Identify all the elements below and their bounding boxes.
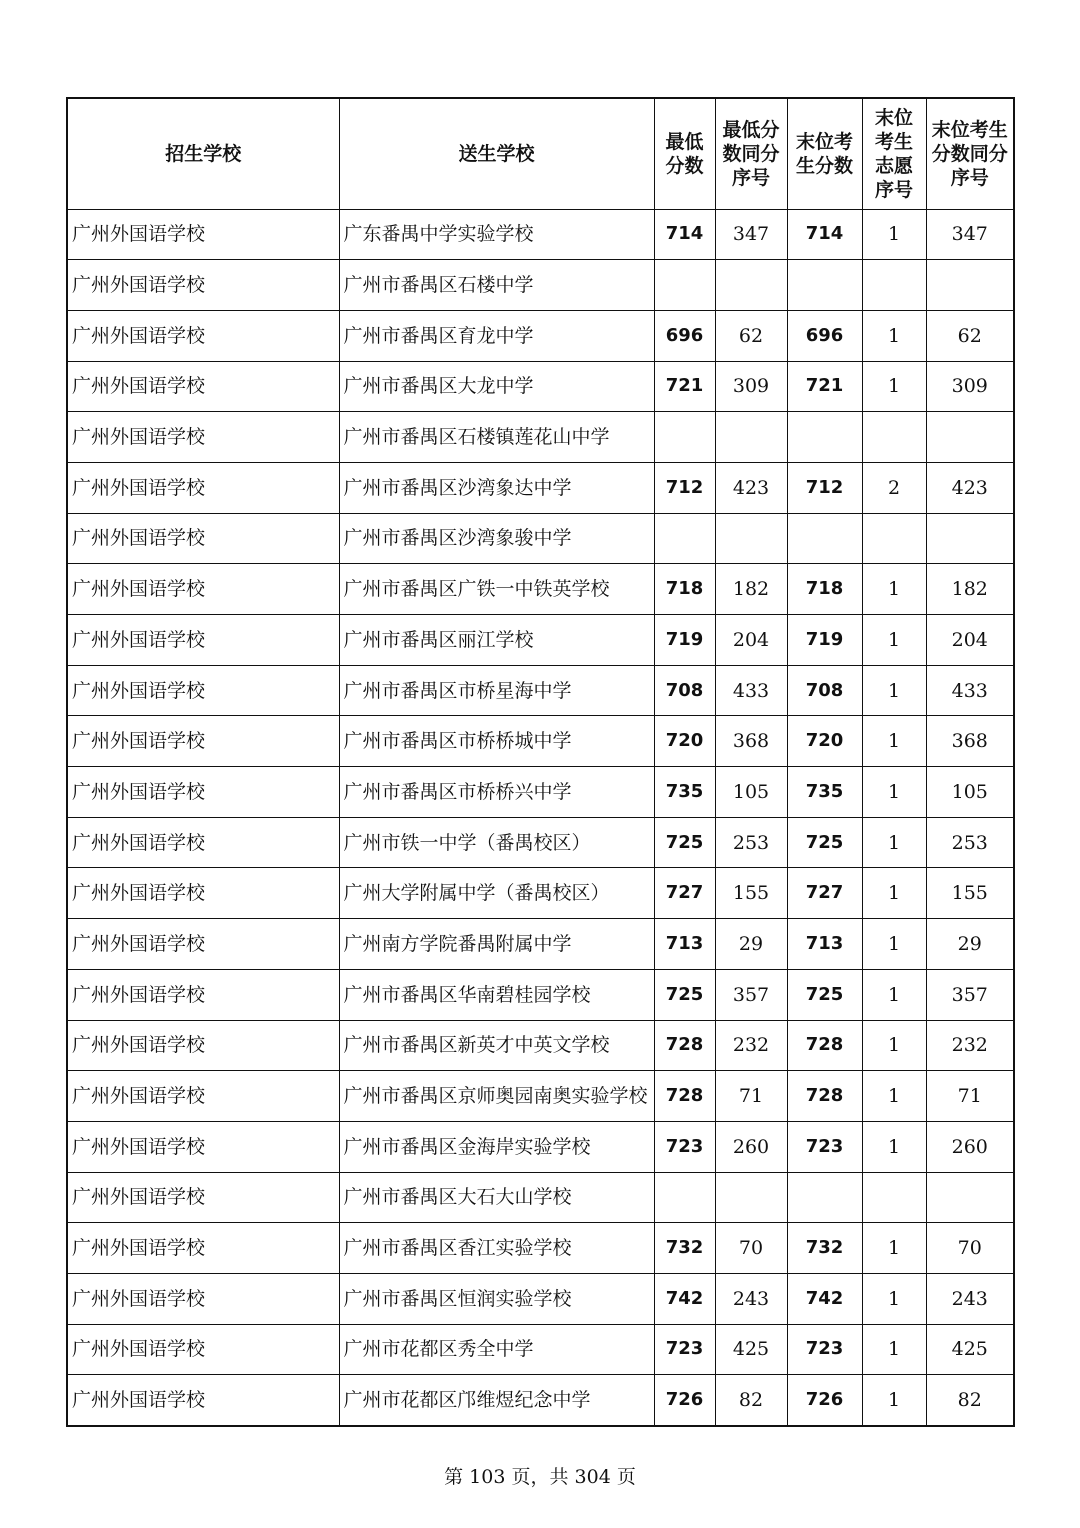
last-student-score-cell: 725 (787, 969, 862, 1020)
header-line: 末位考生 (931, 118, 1008, 141)
min-score-cell: 720 (654, 716, 715, 767)
last-student-tie-rank-cell: 433 (926, 665, 1014, 716)
table-header (67, 98, 1014, 209)
last-student-score-cell: 712 (787, 462, 862, 513)
min-score-cell: 718 (654, 564, 715, 615)
last-student-score-cell: 708 (787, 665, 862, 716)
header-min-score-tie-rank (715, 98, 787, 209)
min-score-tie-rank-cell (715, 513, 787, 564)
last-student-tie-rank-cell: 357 (926, 969, 1014, 1020)
sending-school-cell: 广州市番禺区丽江学校 (339, 615, 654, 666)
last-student-choice-rank-cell: 1 (862, 1020, 926, 1071)
sending-school-cell: 广州市番禺区石楼镇莲花山中学 (339, 412, 654, 463)
last-student-choice-rank-cell: 1 (862, 868, 926, 919)
min-score-tie-rank-cell: 71 (715, 1071, 787, 1122)
min-score-tie-rank-cell (715, 260, 787, 311)
min-score-cell: 721 (654, 361, 715, 412)
last-student-tie-rank-cell (926, 260, 1014, 311)
enrolling-school-cell: 广州外国语学校 (67, 665, 339, 716)
min-score-tie-rank-cell: 62 (715, 310, 787, 361)
enrolling-school-cell: 广州外国语学校 (67, 1172, 339, 1223)
min-score-cell: 728 (654, 1071, 715, 1122)
header-line: 分数同分 (931, 142, 1008, 165)
last-student-choice-rank-cell (862, 260, 926, 311)
min-score-cell: 719 (654, 615, 715, 666)
min-score-tie-rank-cell: 253 (715, 817, 787, 868)
min-score-tie-rank-cell: 423 (715, 462, 787, 513)
table-row (67, 919, 1014, 970)
last-student-score-cell: 721 (787, 361, 862, 412)
min-score-cell: 713 (654, 919, 715, 970)
last-student-score-cell: 714 (787, 209, 862, 260)
min-score-cell: 742 (654, 1273, 715, 1324)
enrolling-school-cell: 广州外国语学校 (67, 1020, 339, 1071)
table-row (67, 868, 1014, 919)
last-student-choice-rank-cell: 1 (862, 361, 926, 412)
min-score-tie-rank-cell: 204 (715, 615, 787, 666)
enrolling-school-cell: 广州外国语学校 (67, 513, 339, 564)
last-student-tie-rank-cell: 70 (926, 1223, 1014, 1274)
header-line: 最低 (665, 130, 704, 153)
sending-school-cell: 广州市番禺区香江实验学校 (339, 1223, 654, 1274)
min-score-tie-rank-cell: 70 (715, 1223, 787, 1274)
last-student-tie-rank-cell: 82 (926, 1375, 1014, 1426)
last-student-tie-rank-cell: 243 (926, 1273, 1014, 1324)
table-row (67, 462, 1014, 513)
header-sending-school (339, 98, 654, 209)
sending-school-cell: 广州市番禺区市桥星海中学 (339, 665, 654, 716)
table-row (67, 817, 1014, 868)
last-student-tie-rank-cell: 232 (926, 1020, 1014, 1071)
last-student-tie-rank-cell: 260 (926, 1121, 1014, 1172)
min-score-tie-rank-cell: 182 (715, 564, 787, 615)
min-score-cell (654, 1172, 715, 1223)
min-score-tie-rank-cell: 309 (715, 361, 787, 412)
sending-school-cell: 广州市番禺区市桥桥城中学 (339, 716, 654, 767)
min-score-tie-rank-cell: 29 (715, 919, 787, 970)
enrolling-school-cell: 广州外国语学校 (67, 1121, 339, 1172)
last-student-score-cell (787, 513, 862, 564)
sending-school-cell: 广州市番禺区沙湾象达中学 (339, 462, 654, 513)
sending-school-cell: 广州南方学院番禺附属中学 (339, 919, 654, 970)
table-row (67, 1071, 1014, 1122)
header-enrolling-school (67, 98, 339, 209)
table-row (67, 1172, 1014, 1223)
table-row (67, 1020, 1014, 1071)
last-student-score-cell: 718 (787, 564, 862, 615)
last-student-tie-rank-cell: 253 (926, 817, 1014, 868)
min-score-tie-rank-cell: 82 (715, 1375, 787, 1426)
header-line: 招生学校 (165, 142, 242, 165)
last-student-choice-rank-cell: 1 (862, 969, 926, 1020)
header-line: 数同分 (722, 142, 780, 165)
last-student-choice-rank-cell: 1 (862, 716, 926, 767)
last-student-choice-rank-cell (862, 513, 926, 564)
table-row (67, 767, 1014, 818)
last-student-choice-rank-cell (862, 1172, 926, 1223)
enrolling-school-cell: 广州外国语学校 (67, 1324, 339, 1375)
last-student-choice-rank-cell: 1 (862, 209, 926, 260)
sending-school-cell: 广东番禺中学实验学校 (339, 209, 654, 260)
min-score-tie-rank-cell: 232 (715, 1020, 787, 1071)
min-score-cell (654, 260, 715, 311)
min-score-cell: 727 (654, 868, 715, 919)
min-score-cell: 696 (654, 310, 715, 361)
last-student-tie-rank-cell: 368 (926, 716, 1014, 767)
min-score-cell: 725 (654, 817, 715, 868)
min-score-cell: 732 (654, 1223, 715, 1274)
header-line: 序号 (731, 166, 770, 189)
last-student-score-cell: 727 (787, 868, 862, 919)
enrolling-school-cell: 广州外国语学校 (67, 260, 339, 311)
header-line: 序号 (950, 166, 989, 189)
table-row (67, 412, 1014, 463)
last-student-tie-rank-cell: 182 (926, 564, 1014, 615)
enrolling-school-cell: 广州外国语学校 (67, 716, 339, 767)
enrolling-school-cell: 广州外国语学校 (67, 361, 339, 412)
min-score-tie-rank-cell: 347 (715, 209, 787, 260)
sending-school-cell: 广州市番禺区育龙中学 (339, 310, 654, 361)
sending-school-cell: 广州市番禺区大龙中学 (339, 361, 654, 412)
enrolling-school-cell: 广州外国语学校 (67, 310, 339, 361)
sending-school-cell: 广州市铁一中学（番禺校区） (339, 817, 654, 868)
enrolling-school-cell: 广州外国语学校 (67, 919, 339, 970)
enrolling-school-cell: 广州外国语学校 (67, 615, 339, 666)
min-score-tie-rank-cell (715, 1172, 787, 1223)
last-student-tie-rank-cell: 425 (926, 1324, 1014, 1375)
table-row (67, 716, 1014, 767)
min-score-tie-rank-cell: 243 (715, 1273, 787, 1324)
enrolling-school-cell: 广州外国语学校 (67, 817, 339, 868)
last-student-score-cell: 696 (787, 310, 862, 361)
last-student-score-cell: 728 (787, 1020, 862, 1071)
last-student-choice-rank-cell: 1 (862, 310, 926, 361)
last-student-score-cell: 723 (787, 1324, 862, 1375)
last-student-score-cell (787, 412, 862, 463)
sending-school-cell: 广州市番禺区新英才中英文学校 (339, 1020, 654, 1071)
last-student-score-cell: 742 (787, 1273, 862, 1324)
last-student-tie-rank-cell: 155 (926, 868, 1014, 919)
table-row (67, 1223, 1014, 1274)
page-footer: 第 103 页，共 304 页 (444, 1466, 636, 1488)
min-score-cell: 735 (654, 767, 715, 818)
last-student-choice-rank-cell: 1 (862, 1375, 926, 1426)
min-score-cell: 728 (654, 1020, 715, 1071)
enrolling-school-cell: 广州外国语学校 (67, 412, 339, 463)
enrolling-school-cell: 广州外国语学校 (67, 209, 339, 260)
min-score-tie-rank-cell: 433 (715, 665, 787, 716)
last-student-choice-rank-cell: 1 (862, 817, 926, 868)
header-line: 送生学校 (458, 142, 535, 165)
table-row (67, 310, 1014, 361)
enrolling-school-cell: 广州外国语学校 (67, 1223, 339, 1274)
header-last-student-score (787, 98, 862, 209)
table-row (67, 1375, 1014, 1426)
last-student-tie-rank-cell: 105 (926, 767, 1014, 818)
last-student-score-cell: 726 (787, 1375, 862, 1426)
last-student-choice-rank-cell: 1 (862, 615, 926, 666)
min-score-tie-rank-cell: 155 (715, 868, 787, 919)
header-line: 末位考 (795, 130, 853, 153)
last-student-choice-rank-cell: 1 (862, 665, 926, 716)
last-student-score-cell: 728 (787, 1071, 862, 1122)
min-score-tie-rank-cell: 260 (715, 1121, 787, 1172)
last-student-choice-rank-cell: 1 (862, 1121, 926, 1172)
last-student-choice-rank-cell (862, 412, 926, 463)
header-last-student-choice-rank (862, 98, 926, 209)
last-student-score-cell: 713 (787, 919, 862, 970)
header-last-student-tie-rank (926, 98, 1014, 209)
sending-school-cell: 广州市番禺区市桥桥兴中学 (339, 767, 654, 818)
last-student-score-cell: 725 (787, 817, 862, 868)
table-row (67, 1273, 1014, 1324)
table-row (67, 361, 1014, 412)
table-row (67, 1324, 1014, 1375)
enrolling-school-cell: 广州外国语学校 (67, 1071, 339, 1122)
min-score-cell: 708 (654, 665, 715, 716)
min-score-cell: 723 (654, 1324, 715, 1375)
sending-school-cell: 广州市番禺区金海岸实验学校 (339, 1121, 654, 1172)
header-line: 志愿 (874, 154, 913, 177)
enrolling-school-cell: 广州外国语学校 (67, 868, 339, 919)
last-student-score-cell: 735 (787, 767, 862, 818)
min-score-cell: 712 (654, 462, 715, 513)
admission-score-table (66, 97, 1015, 1427)
sending-school-cell: 广州市番禺区广铁一中铁英学校 (339, 564, 654, 615)
last-student-tie-rank-cell: 309 (926, 361, 1014, 412)
last-student-tie-rank-cell: 347 (926, 209, 1014, 260)
enrolling-school-cell: 广州外国语学校 (67, 767, 339, 818)
sending-school-cell: 广州市番禺区大石大山学校 (339, 1172, 654, 1223)
last-student-score-cell (787, 260, 862, 311)
enrolling-school-cell: 广州外国语学校 (67, 1273, 339, 1324)
header-line: 末位 (874, 106, 913, 129)
table-row (67, 969, 1014, 1020)
last-student-choice-rank-cell: 1 (862, 1223, 926, 1274)
table-row (67, 260, 1014, 311)
last-student-score-cell: 732 (787, 1223, 862, 1274)
table-row (67, 615, 1014, 666)
header-line: 最低分 (722, 118, 780, 141)
min-score-cell: 726 (654, 1375, 715, 1426)
last-student-choice-rank-cell: 1 (862, 564, 926, 615)
last-student-choice-rank-cell: 2 (862, 462, 926, 513)
header-line: 生分数 (795, 154, 853, 177)
min-score-cell: 725 (654, 969, 715, 1020)
min-score-tie-rank-cell: 105 (715, 767, 787, 818)
header-line: 序号 (874, 178, 913, 201)
sending-school-cell: 广州市花都区秀全中学 (339, 1324, 654, 1375)
table-row (67, 1121, 1014, 1172)
last-student-tie-rank-cell: 423 (926, 462, 1014, 513)
sending-school-cell: 广州市番禺区华南碧桂园学校 (339, 969, 654, 1020)
last-student-choice-rank-cell: 1 (862, 919, 926, 970)
last-student-tie-rank-cell (926, 412, 1014, 463)
table-row (67, 513, 1014, 564)
last-student-tie-rank-cell (926, 1172, 1014, 1223)
header-line: 考生 (874, 130, 913, 153)
last-student-tie-rank-cell: 29 (926, 919, 1014, 970)
table-row (67, 209, 1014, 260)
sending-school-cell: 广州市花都区邝维煜纪念中学 (339, 1375, 654, 1426)
last-student-tie-rank-cell: 71 (926, 1071, 1014, 1122)
last-student-score-cell (787, 1172, 862, 1223)
last-student-tie-rank-cell: 204 (926, 615, 1014, 666)
sending-school-cell: 广州市番禺区恒润实验学校 (339, 1273, 654, 1324)
enrolling-school-cell: 广州外国语学校 (67, 1375, 339, 1426)
sending-school-cell: 广州市番禺区沙湾象骏中学 (339, 513, 654, 564)
table-body (67, 209, 1014, 1426)
sending-school-cell: 广州市番禺区京师奥园南奥实验学校 (339, 1071, 654, 1122)
last-student-choice-rank-cell: 1 (862, 1071, 926, 1122)
min-score-tie-rank-cell (715, 412, 787, 463)
min-score-tie-rank-cell: 425 (715, 1324, 787, 1375)
sending-school-cell: 广州大学附属中学（番禺校区） (339, 868, 654, 919)
min-score-cell (654, 412, 715, 463)
last-student-choice-rank-cell: 1 (862, 1324, 926, 1375)
min-score-cell (654, 513, 715, 564)
last-student-tie-rank-cell: 62 (926, 310, 1014, 361)
header-row (67, 98, 1014, 209)
enrolling-school-cell: 广州外国语学校 (67, 564, 339, 615)
header-min-score (654, 98, 715, 209)
min-score-cell: 714 (654, 209, 715, 260)
min-score-tie-rank-cell: 357 (715, 969, 787, 1020)
last-student-score-cell: 723 (787, 1121, 862, 1172)
last-student-score-cell: 720 (787, 716, 862, 767)
last-student-score-cell: 719 (787, 615, 862, 666)
last-student-choice-rank-cell: 1 (862, 767, 926, 818)
last-student-tie-rank-cell (926, 513, 1014, 564)
min-score-cell: 723 (654, 1121, 715, 1172)
enrolling-school-cell: 广州外国语学校 (67, 969, 339, 1020)
enrolling-school-cell: 广州外国语学校 (67, 462, 339, 513)
header-line: 分数 (665, 154, 704, 177)
table-row (67, 564, 1014, 615)
table-row (67, 665, 1014, 716)
sending-school-cell: 广州市番禺区石楼中学 (339, 260, 654, 311)
last-student-choice-rank-cell: 1 (862, 1273, 926, 1324)
min-score-tie-rank-cell: 368 (715, 716, 787, 767)
